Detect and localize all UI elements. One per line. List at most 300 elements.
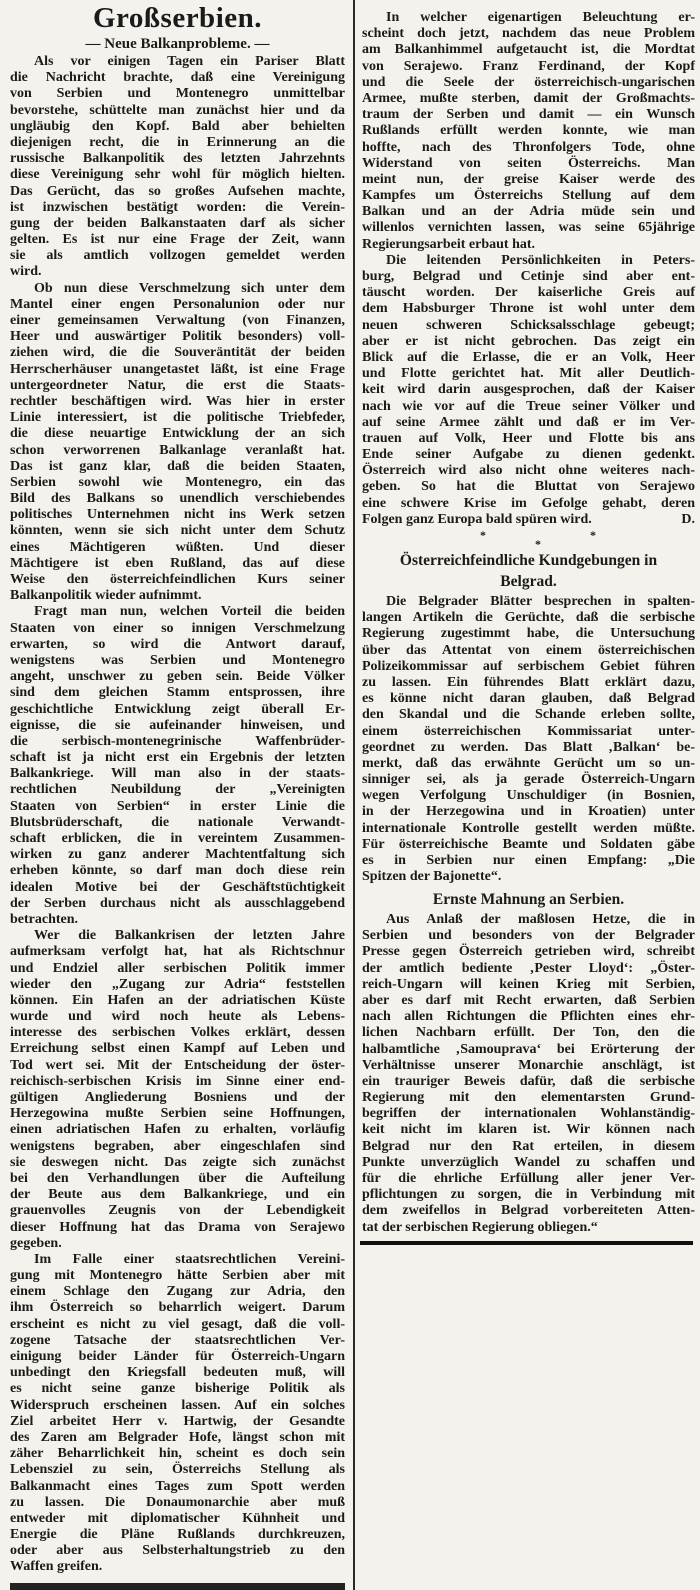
text-line xyxy=(362,1074,695,1090)
heading-kundgebungen xyxy=(362,550,695,592)
line-text: Heer und auswärtiger Politik besonders) voll- xyxy=(10,329,345,345)
line-text: tat der serbischen Regierung obliegen.“ xyxy=(362,1219,598,1235)
text-line xyxy=(362,399,695,415)
line-text: von Serajewo. Franz Ferdinand, der Kopf xyxy=(362,58,695,74)
line-text: eignisse, die sie aufeinander hinweisen, und xyxy=(10,717,345,733)
text-line xyxy=(10,977,345,993)
line-text: Die Belgrader Blätter besprechen in spalten- xyxy=(386,594,695,609)
text-line xyxy=(362,977,695,993)
line-text: Mantel einer engen Personalunion oder nur xyxy=(10,296,345,312)
text-line xyxy=(362,869,695,885)
text-line xyxy=(10,1187,345,1203)
heading-mahnung xyxy=(362,889,695,910)
text-line xyxy=(362,1122,695,1138)
line-text: bevorstehe, schüttelte man zunächst hier und da xyxy=(10,102,345,118)
text-line xyxy=(362,350,695,366)
line-text: rechtler beschäftigen wird. Was hier in erster xyxy=(10,393,345,409)
line-text: Ob nun diese Verschmelzung sich unter dem xyxy=(34,280,345,296)
line-text: traum der Serben und damit — ein Wunsch xyxy=(362,107,695,123)
line-text: Für österreichische Beamte und Soldaten gäbe xyxy=(362,836,695,852)
text-line xyxy=(10,734,345,750)
line-text: die Nachricht brachte, daß eine Vereinigung xyxy=(10,70,345,86)
line-text: könnten, wenn sie sich nicht unter dem Schutz xyxy=(10,523,345,539)
text-line xyxy=(10,1155,345,1171)
section-heading: Ernste Mahnung an Serbien. xyxy=(432,891,625,908)
text-line xyxy=(362,740,695,756)
text-line xyxy=(10,637,345,653)
text-line xyxy=(10,1252,345,1268)
line-text: Herrscherhäuser unangetastet läßt, ist eine Frage xyxy=(10,361,345,377)
text-line xyxy=(362,285,695,301)
line-text: schon verworrenen Balkanlage veranlaßt hat. xyxy=(10,442,345,458)
text-line xyxy=(10,718,345,734)
line-text: unbedingt den Kriegsfall bedeuten muß, will xyxy=(10,1365,345,1381)
line-text: am Balkanhimmel aufgetaucht ist, die Mordtat xyxy=(362,42,695,58)
text-line xyxy=(10,1349,345,1365)
line-text: burg, Belgrad und Cetinje sind aber ent- xyxy=(362,269,695,284)
line-text: Bild des Balkans so unendlich verschiebendes xyxy=(10,491,345,507)
line-text: Staaten von einer so innigen Verschmelzung xyxy=(10,620,345,636)
text-line xyxy=(10,313,345,329)
text-line xyxy=(10,1430,345,1446)
line-text: keit nicht im klaren ist. Wir können nach xyxy=(362,1122,695,1138)
line-text: Kampfes um Österreichs Stellung auf dem xyxy=(362,188,695,204)
line-text: Ziel arbeitet Herr v. Hartwig, der Gesandte xyxy=(10,1413,345,1429)
text-line xyxy=(10,1365,345,1381)
article-continuation xyxy=(362,10,695,528)
article-grossserbien xyxy=(10,0,345,1590)
text-line xyxy=(362,707,695,723)
text-line xyxy=(362,91,695,107)
text-line xyxy=(10,1398,345,1414)
line-text: zu lassen. Ein führendes Blatt erklärt dazu, xyxy=(362,674,695,690)
line-text: sind dem gleichen Stamm entsprossen, ihre xyxy=(10,685,345,701)
text-line xyxy=(10,1300,345,1316)
text-line xyxy=(362,837,695,853)
line-text: auf seine Armee zählt und daß er im Ver- xyxy=(362,414,695,430)
line-text: oder aber aus Selbsterhaltungstrieb zu den xyxy=(10,1543,345,1559)
line-text: Als vor einigen Tagen ein Pariser Blatt xyxy=(34,54,345,69)
text-line xyxy=(10,426,345,442)
line-text: Balkankriege. Will man also in der staats- xyxy=(10,766,345,782)
line-text: erheben könnte, so darf man doch diese rein xyxy=(10,863,345,879)
line-text: aber es darf mit Recht erwarten, daß Serbien xyxy=(362,992,695,1008)
line-text: angeht, unschwer zu geben sein. Beide Völker xyxy=(10,669,345,685)
text-line xyxy=(10,669,345,685)
line-text: schaft erblicken, die in vereintem Zusammen- xyxy=(10,831,345,846)
text-line xyxy=(10,961,345,977)
line-text: einer gemeinsamen Verwaltung (von Finanzen, xyxy=(10,313,345,328)
line-text: zäher Beharrlichkeit hin, scheint es doch sein xyxy=(10,1446,345,1462)
text-line xyxy=(10,604,345,620)
line-text: reich-Ungarn will keinen Krieg mit Serbien, xyxy=(362,976,695,992)
text-line xyxy=(10,86,345,102)
article-body xyxy=(10,54,345,1576)
text-line xyxy=(10,750,345,766)
text-line xyxy=(362,912,695,928)
text-line xyxy=(362,1009,695,1025)
text-line xyxy=(10,1074,345,1090)
line-text: Wer die Balkankrisen der letzten Jahre xyxy=(34,928,345,944)
text-line xyxy=(10,507,345,523)
line-text: zu lassen. Die Donaumonarchie aber muß xyxy=(10,1494,345,1510)
line-text: rechtlichen Neubildung der „Vereinigten xyxy=(10,782,345,798)
line-text: von Serbien und Montenegro unmittelbar xyxy=(10,86,345,102)
paragraph xyxy=(362,10,695,253)
line-text: Widerstand von seiten Österreichs. Man xyxy=(362,155,695,171)
line-text: Spitzen der Bajonette“. xyxy=(362,869,502,885)
text-line xyxy=(362,59,695,75)
text-line xyxy=(10,702,345,718)
text-line xyxy=(10,1543,345,1559)
text-line xyxy=(10,70,345,86)
text-line xyxy=(362,26,695,42)
line-text: Mächtigere ist eben Rußland, das auf diese xyxy=(10,555,345,571)
right-column xyxy=(362,0,695,1590)
line-text: begriffen der internationalen Wohlanständig- xyxy=(362,1106,695,1122)
line-text: Widerspruch erscheinen lassen. Auf ein solches xyxy=(10,1397,345,1413)
line-text: wieder den „Zugang zur Adria“ feststellen xyxy=(10,976,345,992)
line-text: reichisch-serbischen Krisis im Sinne einer end- xyxy=(10,1073,345,1089)
line-text: es könne nicht daran glauben, daß Belgrad xyxy=(362,691,695,707)
paragraph xyxy=(10,54,345,281)
text-line xyxy=(362,479,695,495)
line-text: Österreich wird also nicht ohne weiteres nach- xyxy=(362,463,695,479)
text-line xyxy=(10,863,345,879)
text-line xyxy=(362,269,695,285)
text-line xyxy=(362,415,695,431)
text-line xyxy=(362,643,695,659)
text-line xyxy=(10,815,345,831)
text-line xyxy=(10,1527,345,1543)
line-text: Serbien sowohl wie Montenegro, ein das xyxy=(10,474,345,490)
line-text: Aus Anlaß der maßlosen Hetze, die in xyxy=(386,912,695,927)
text-line xyxy=(10,1495,345,1511)
text-line xyxy=(10,1284,345,1300)
text-line xyxy=(362,253,695,269)
line-text: den Skandal und die Schande erleben sollte, xyxy=(362,707,695,723)
line-text: Blutsbrüderschaft, die nationale Verwandt- xyxy=(10,814,345,830)
line-text: trauen auf Volk, Heer und Flotte bis ans xyxy=(362,430,695,446)
line-text: und Endziel aller serbischen Politik immer xyxy=(10,960,345,976)
line-text: über das Attentat von einem österreichischen xyxy=(362,642,695,658)
line-text: entweder mit diplomatischer Kühnheit und xyxy=(10,1510,345,1526)
line-text: interesse des serbischen Volkes erklärt, dessen xyxy=(10,1025,345,1041)
text-line xyxy=(10,880,345,896)
text-line xyxy=(362,594,695,610)
separator-star: * xyxy=(535,537,541,551)
text-line xyxy=(10,1381,345,1397)
line-text: gegeben. xyxy=(10,1235,62,1251)
text-line xyxy=(362,334,695,350)
line-text: Blick auf die Erlasse, die er an Volk, Heer xyxy=(362,349,695,365)
text-line xyxy=(362,659,695,675)
line-text: Verhältnisse unserer Monarchie anschlägt, ist xyxy=(362,1057,695,1073)
line-text: Serbien und besonders von der Belgrader xyxy=(362,928,695,944)
line-text: und die Seele der österreichisch-ungarischen xyxy=(362,74,695,90)
text-line xyxy=(10,378,345,394)
line-text: ein trauriger Beweis dafür, daß die serbische xyxy=(362,1073,695,1089)
paragraph xyxy=(10,604,345,928)
text-line xyxy=(362,993,695,1009)
line-text: Das ist ganz klar, daß die beiden Staaten, xyxy=(10,458,345,474)
line-text: zogene Tatsache der staatsrechtlichen Ver- xyxy=(10,1332,345,1348)
section-heading: Österreichfeindliche Kundgebungen in xyxy=(399,552,658,569)
text-line xyxy=(10,523,345,539)
text-line xyxy=(10,1559,345,1575)
line-text: sie deswegen nicht. Das zeigte sich zunächst xyxy=(10,1154,345,1170)
text-line xyxy=(10,1236,345,1252)
line-text: der amtlich bediente ‚Pester Lloyd‘: „Öster- xyxy=(362,960,695,976)
text-line xyxy=(10,394,345,410)
text-line xyxy=(362,756,695,772)
line-text: geben. So hat die Bluttat von Serajewo xyxy=(362,479,695,495)
text-line xyxy=(362,691,695,707)
author-signature: D. xyxy=(681,511,695,527)
line-text: des Zaren am Belgrader Hofe, längst schon mit xyxy=(10,1429,345,1445)
line-text: gelten. Es ist nur eine Frage der Zeit, wann xyxy=(10,232,345,248)
line-text: geordnet zu werden. Das Blatt ‚Balkan‘ be- xyxy=(362,739,695,755)
text-line xyxy=(10,653,345,669)
paragraph xyxy=(362,594,695,885)
line-text: erscheint es nicht zu viel gesagt, daß die voll- xyxy=(10,1316,345,1332)
text-line xyxy=(362,156,695,172)
text-line xyxy=(10,264,345,280)
text-line xyxy=(362,788,695,804)
line-text: dem Habsburger Throne ist wohl unter dem xyxy=(362,301,695,317)
line-text: der Beute aus dem Balkankriege, und ein xyxy=(10,1187,345,1203)
text-line xyxy=(362,1171,695,1187)
line-text: ist inzwischen bestätigt worden: die Verein- xyxy=(10,199,345,215)
line-text: In welcher eigenartigen Beleuchtung er- xyxy=(386,10,695,25)
line-text: neuen schweren Schicksalsschlage gebeugt; xyxy=(362,317,695,333)
line-text: täuscht worden. Der kaiserliche Greis auf xyxy=(362,285,695,301)
text-line xyxy=(10,831,345,847)
text-line xyxy=(10,103,345,119)
article-kundgebungen xyxy=(362,594,695,885)
line-text: gültigen Angliederung Bosniens und der xyxy=(10,1090,345,1105)
line-text: gung der beiden Balkanstaaten darf als sicher xyxy=(10,215,345,231)
line-text: Punkte unverzüglich Wandel zu schaffen und xyxy=(362,1154,695,1170)
line-text: Weise den österreichfeindlichen Kurs seiner xyxy=(10,572,345,587)
text-line xyxy=(10,1058,345,1074)
text-line xyxy=(10,1139,345,1155)
text-line xyxy=(10,1122,345,1138)
text-line xyxy=(10,1446,345,1462)
text-line xyxy=(362,204,695,220)
line-text: keit wird darin ausgesprochen, daß der Kaiser xyxy=(362,382,695,398)
section-separator xyxy=(362,528,695,550)
line-text: erwarten, so wird die Antwort darauf, xyxy=(10,636,345,652)
text-line xyxy=(10,1220,345,1236)
line-text: Fragt man nun, welchen Vorteil die beiden xyxy=(34,604,345,620)
text-line xyxy=(10,1511,345,1527)
text-line xyxy=(10,1317,345,1333)
text-line xyxy=(10,912,345,928)
text-line xyxy=(362,431,695,447)
text-line xyxy=(362,1220,695,1236)
line-text: Das Gerücht, das so großes Aufsehen machte, xyxy=(10,183,345,199)
line-text: grauenvolles Zeugnis von der Lebendigkeit xyxy=(10,1203,345,1219)
text-line xyxy=(362,610,695,626)
text-line xyxy=(362,1139,695,1155)
text-line xyxy=(362,172,695,188)
line-text: Lebensziel zu sein, Österreichs Stellung als xyxy=(10,1462,345,1478)
text-line xyxy=(362,961,695,977)
line-text: Ende seiner Aufgabe zu dienen gedenkt. xyxy=(362,447,695,463)
line-text: politisches Unternehmen nicht ins Werk setzen xyxy=(10,507,345,523)
text-line xyxy=(362,512,695,528)
text-line xyxy=(10,281,345,297)
text-line xyxy=(10,556,345,572)
text-line xyxy=(10,345,345,361)
text-line xyxy=(362,237,695,253)
text-line xyxy=(362,724,695,740)
line-text: Folgen ganz Europa bald spüren wird. xyxy=(362,511,592,527)
line-text: Armee, mußte sterben, damit der Großmachts- xyxy=(362,90,695,106)
text-line xyxy=(10,1025,345,1041)
paragraph xyxy=(362,253,695,528)
line-text: sie als amtlich vollzogen gemeldet werden xyxy=(10,248,345,264)
line-text: einen adriatischen Hafen zu erhalten, vorläufig xyxy=(10,1122,345,1138)
text-line xyxy=(10,151,345,167)
line-text: und Flotte gerichtet hat. Mit aller Deutlich- xyxy=(362,366,695,382)
line-text: lichen Nachbarn erfüllt. Der Ton, den die xyxy=(362,1025,695,1041)
text-line xyxy=(10,1171,345,1187)
line-text: merkt, daß das erwähnte Gerücht um so un- xyxy=(362,755,695,771)
text-line xyxy=(10,200,345,216)
line-text: Erreichung selbst einen Kampf auf Leben und xyxy=(10,1041,345,1057)
line-text: Waffen greifen. xyxy=(10,1559,103,1575)
text-line xyxy=(362,804,695,820)
line-text: bei den Verhandlungen über die Aufteilung xyxy=(10,1170,345,1186)
line-text: dieser Hoffnung hat das Drama von Serajewo xyxy=(10,1219,345,1235)
article-mahnung xyxy=(362,912,695,1236)
text-line xyxy=(362,1203,695,1219)
line-text: schaft ist ja nicht erst ein Ergebnis der letzten xyxy=(10,750,345,766)
text-line xyxy=(10,135,345,151)
text-line xyxy=(10,1009,345,1025)
text-line xyxy=(362,220,695,236)
text-line xyxy=(10,1090,345,1106)
line-text: können. Ein Hafen an der adriatischen Küste xyxy=(10,992,345,1008)
text-line xyxy=(10,184,345,200)
text-line xyxy=(362,123,695,139)
text-line xyxy=(362,1058,695,1074)
text-line xyxy=(10,1333,345,1349)
article-title: Großserbien. xyxy=(93,2,262,34)
text-line xyxy=(362,1042,695,1058)
text-line xyxy=(10,928,345,944)
text-line xyxy=(362,463,695,479)
text-line xyxy=(10,54,345,70)
line-text: ungläubig den Kopf. Bald aber behielten xyxy=(10,118,345,134)
line-text: Energie die Pläne Rußlands durchkreuzen, xyxy=(10,1527,345,1543)
line-text: in der Herzegowina und in Kroatien) unter xyxy=(362,804,695,820)
line-text: die serbisch-montenegrinische Waffenbrüder- xyxy=(10,733,345,749)
line-text: eine schwere Krise im Gefolge gehabt, deren xyxy=(362,495,695,511)
text-line xyxy=(362,772,695,788)
line-text: diejenigen recht, die in Erinnerung an die xyxy=(10,134,345,150)
line-text: untergeordneter Natur, die erst die Staats- xyxy=(10,377,345,393)
line-text: nach wie vor auf die Treue seiner Völker und xyxy=(362,398,695,414)
line-text: hoffte, nach des Thronfolgers Tode, ohne xyxy=(362,139,695,155)
column-divider xyxy=(353,0,355,1590)
text-line xyxy=(10,1479,345,1495)
text-line xyxy=(10,1462,345,1478)
line-text: einem Schlage den Zugang zur Adria, den xyxy=(10,1284,345,1300)
line-text: ziehen wird, die die Souveräntität der beiden xyxy=(10,345,345,361)
line-text: nach allen Richtungen die Pflichten eines ehr- xyxy=(362,1009,695,1025)
text-line xyxy=(362,140,695,156)
text-line xyxy=(362,188,695,204)
section-heading: Belgrad. xyxy=(500,573,557,590)
line-text: wird. xyxy=(10,264,42,280)
line-text: es in Serbien nur einen Empfang: „Die xyxy=(362,853,695,868)
line-text: geschichtliche Entwicklung zeigt überall Er- xyxy=(10,701,345,717)
text-line xyxy=(362,853,695,869)
text-line xyxy=(10,232,345,248)
text-line xyxy=(10,782,345,798)
line-text: wenigstens was Serbien und Montenegro xyxy=(10,652,345,668)
text-line xyxy=(10,475,345,491)
text-line xyxy=(10,410,345,426)
text-line xyxy=(10,685,345,701)
text-line xyxy=(362,821,695,837)
line-text: Staaten von Serbien“ in erster Linie die xyxy=(10,798,345,814)
bottom-rule xyxy=(10,1583,345,1590)
text-line xyxy=(362,75,695,91)
text-line xyxy=(362,944,695,960)
text-line xyxy=(362,1106,695,1122)
text-line xyxy=(362,1155,695,1171)
text-line xyxy=(362,42,695,58)
text-line xyxy=(362,447,695,463)
text-line xyxy=(362,626,695,642)
paragraph xyxy=(10,928,345,1252)
text-line xyxy=(10,491,345,507)
text-line xyxy=(362,1090,695,1106)
line-text: aufmerksam verfolgt hat, hat als Richtschnur xyxy=(10,944,345,960)
line-text: pflichtungen zu sorgen, die in Verbindung mit xyxy=(362,1187,695,1203)
text-line xyxy=(10,799,345,815)
text-line xyxy=(362,318,695,334)
text-line xyxy=(10,621,345,637)
paragraph xyxy=(362,912,695,1236)
text-line xyxy=(10,1414,345,1430)
text-line xyxy=(10,572,345,588)
line-text: dem zweifellos in Belgrad vorbereiteten Atten- xyxy=(362,1203,695,1219)
line-text: ihm Österreich so beharrlich weigert. Darum xyxy=(10,1300,345,1316)
text-line xyxy=(10,993,345,1009)
line-text: wegen Verfolgung Unschuldiger (in Bosnien, xyxy=(362,788,695,804)
line-text: Polizeikommissar auf serbischem Gebiet führen xyxy=(362,658,695,674)
text-line xyxy=(10,847,345,863)
text-line xyxy=(10,1203,345,1219)
text-line xyxy=(362,496,695,512)
text-line xyxy=(10,167,345,183)
line-text: Rußlands erfüllt werden konnte, wie man xyxy=(362,123,695,139)
line-text: gung mit Montenegro hätte Serbien aber mit xyxy=(10,1268,345,1284)
line-text: willenlos vernichten lassen, was seine 65jährige xyxy=(362,220,695,236)
text-line xyxy=(10,216,345,232)
text-line xyxy=(10,1106,345,1122)
text-line xyxy=(362,1025,695,1041)
text-line xyxy=(10,248,345,264)
text-line xyxy=(10,1268,345,1284)
text-line xyxy=(10,443,345,459)
text-line xyxy=(10,944,345,960)
